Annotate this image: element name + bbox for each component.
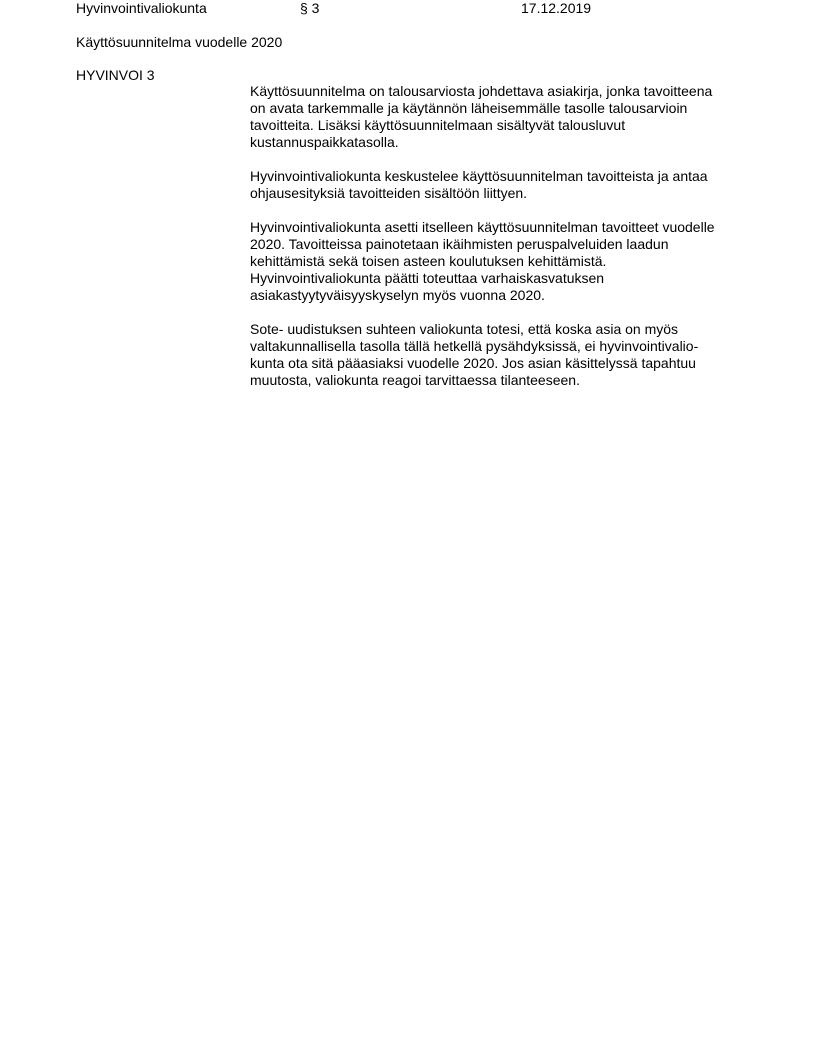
text-line: kunta ota sitä pääasiaksi vuodelle 2020. Jos asian käsittelyssä tapahtuu — [250, 355, 696, 371]
body-paragraph — [250, 168, 746, 202]
text-line: on avata tarkemmalle ja käytännön läheisemmälle tasolle talousarvioin — [250, 100, 688, 116]
header-date: 17.12.2019 — [521, 0, 592, 16]
header-section-number: § 3 — [300, 0, 320, 16]
text-line: Hyvinvointivaliokunta päätti toteuttaa varhaiskasvatuksen — [250, 270, 605, 286]
text-line: 2020. Tavoitteissa painotetaan ikäihmisten peruspalveluiden laadun — [250, 236, 669, 252]
document-title: Käyttösuunnitelma vuodelle 2020 — [76, 34, 283, 50]
text-line: kustannuspaikkatasolla. — [250, 134, 399, 150]
text-line: Käyttösuunnitelma on talousarviosta johdettava asiakirja, jonka tavoitteena — [250, 83, 713, 99]
body-paragraph — [250, 321, 746, 389]
page-header — [0, 0, 816, 18]
body-paragraph — [250, 83, 746, 151]
reference-code: HYVINVOI 3 — [76, 67, 155, 83]
header-body-name: Hyvinvointivaliokunta — [76, 0, 207, 16]
text-line: muutosta, valiokunta reagoi tarvittaessa tilanteeseen. — [250, 372, 580, 388]
text-line: kehittämistä sekä toisen asteen koulutuksen kehittämistä. — [250, 253, 607, 269]
text-line: Sote- uudistuksen suhteen valiokunta totesi, että koska asia on myös — [250, 321, 679, 337]
body-paragraph — [250, 219, 746, 304]
document-body — [250, 83, 746, 406]
text-line: Hyvinvointivaliokunta asetti itselleen käyttösuunnitelman tavoitteet vuodelle — [250, 219, 715, 235]
text-line: tavoitteita. Lisäksi käyttösuunnitelmaan sisältyvät talousluvut — [250, 117, 626, 133]
text-line: ohjausesityksiä tavoitteiden sisältöön liittyen. — [250, 185, 528, 201]
text-line: Hyvinvointivaliokunta keskustelee käyttösuunnitelman tavoitteista ja antaa — [250, 168, 708, 184]
text-line: valtakunnallisella tasolla tällä hetkellä pysähdyksissä, ei hyvinvointivalio- — [250, 338, 699, 354]
text-line: asiakastyytyväisyyskyselyn myös vuonna 2020. — [250, 287, 545, 303]
